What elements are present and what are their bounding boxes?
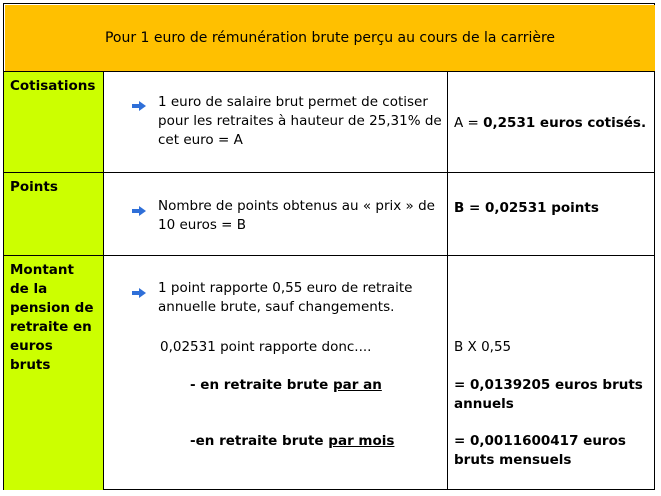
monthly-prefix: -en retraite brute [190,433,329,449]
row-text-points [104,173,447,255]
result-value: 0,2531 euros cotisés. [483,115,647,131]
arrow-bullet-icon [132,288,146,298]
row-result-montant [448,256,654,490]
description-text: Nombre de points obtenus au « prix » de 10 euros = B [158,198,435,233]
row-label-montant [4,256,103,490]
result-value: B = 0,02531 points [454,200,599,216]
row-label-points [4,173,103,255]
label-text: Points [10,179,58,195]
table [3,3,655,490]
annual-label [190,376,382,395]
description-text: 1 point rapporte 0,55 euro de retraite annuelle brute, sauf changements. [158,280,413,315]
monthly-label [190,432,394,451]
row-result-points [448,173,654,255]
annual-result: = 0,0139205 euros bruts annuels [454,377,643,412]
row-label-cotisations [4,72,103,172]
row-text-cotisations [104,72,447,172]
label-text: Montant de la pension de retraite en euros bruts [10,262,94,373]
arrow-bullet-icon [132,206,146,216]
row-result-cotisations [448,72,654,172]
formula-text: B X 0,55 [454,339,512,355]
calculation-text: 0,02531 point rapporte donc.... [160,339,372,355]
result-prefix: A = [454,115,484,131]
row-text-montant [104,256,447,490]
table-title: Pour 1 euro de rémunération brute perçu au cours de la carrière [104,30,556,46]
annual-underlined: par an [332,377,382,393]
monthly-result: = 0,0011600417 euros bruts mensuels [454,433,626,468]
label-text: Cotisations [10,78,96,94]
description-text: 1 euro de salaire brut permet de cotiser pour les retraites à hauteur de 25,31% de cet euro = A [158,94,442,148]
annual-prefix: - en retraite brute [190,377,333,393]
table-header [5,5,655,71]
arrow-bullet-icon [132,101,146,111]
monthly-underlined: par mois [328,433,395,449]
